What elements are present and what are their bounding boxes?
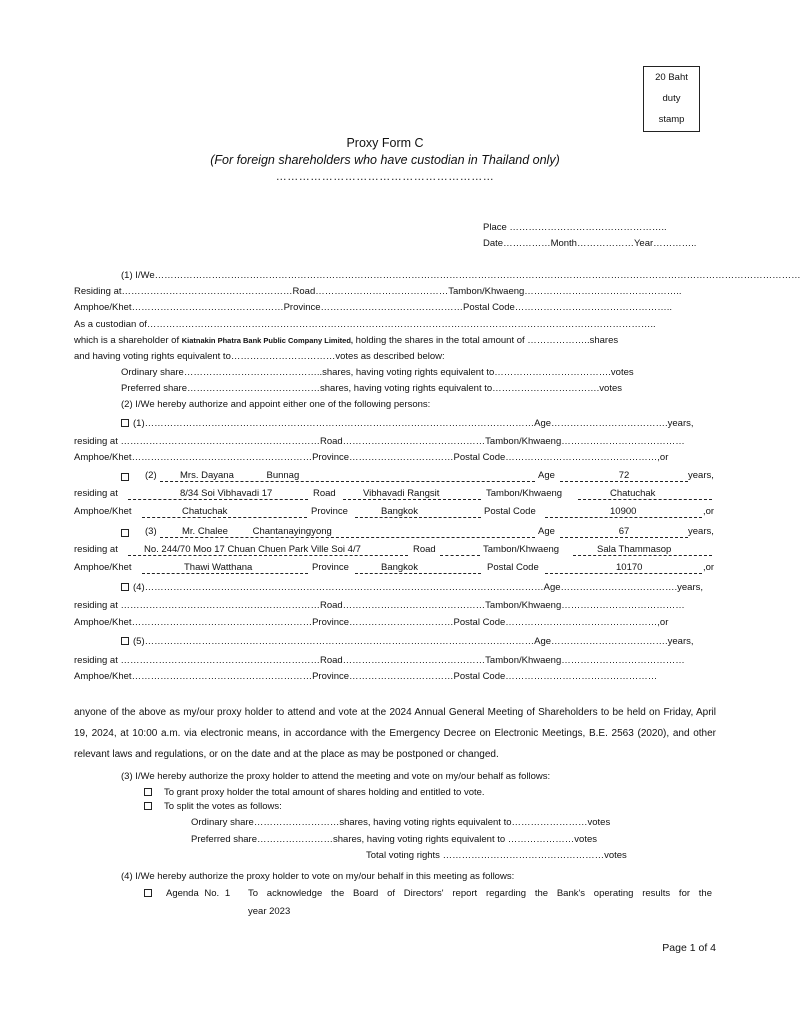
proxy-5-name-line[interactable] (121, 636, 716, 647)
stamp-line-1: 20 Baht (655, 72, 688, 83)
agenda-1-label: Agenda No. 1 (166, 888, 231, 899)
ordinary-share-line[interactable]: Ordinary share……………………………………..shares, having voting rights equivalent to……………………………….votes (121, 367, 634, 378)
proxy-3-years: years, (688, 526, 714, 537)
option-grant-all-label: To grant proxy holder the total amount of shares holding and entitled to vote. (164, 787, 485, 798)
proxy-1-name-line[interactable] (121, 418, 716, 429)
proxy-1-residing[interactable]: residing at ………………………………………………………Road………………………………………Tambon/Khwaeng………………………………… (74, 436, 685, 447)
proxy-1-amphoe[interactable]: Amphoe/Khet…………………………………………………Province……………………………Postal Code…………………………………………,or (74, 452, 669, 463)
proxy-2-age[interactable]: 72 (560, 470, 688, 482)
proxy-1-checkbox[interactable] (121, 419, 129, 427)
stamp-line-2: duty (662, 93, 681, 104)
section-3-heading: (3) I/We hereby authorize the proxy holder to attend the meeting and vote on my/our behalf as follows: (121, 771, 551, 782)
proxy-3-name-underline[interactable] (160, 526, 535, 538)
proxy-2-surname: Bunnag (266, 470, 300, 481)
proxy-3-age[interactable]: 67 (560, 526, 688, 538)
proxy-2-province[interactable]: Bangkok (355, 506, 481, 518)
section-2-heading: (2) I/We hereby authorize and appoint either one of the following persons: (121, 399, 431, 410)
option-grant-all[interactable] (144, 787, 485, 798)
shareholder-prefix: which is a shareholder of (74, 335, 182, 346)
proxy-2-checkbox[interactable] (121, 472, 133, 483)
option-split-votes[interactable] (144, 801, 282, 812)
proxy-4-residing[interactable]: residing at ………………………………………………………Road………………………………………Tambon/Khwaeng………………………………… (74, 600, 685, 611)
proxy-3-name: Mr. Chalee (182, 526, 228, 537)
proxy-2-or: ,or (703, 506, 715, 517)
proxy-4-text: (4)………………………………………………………………………………………………………………Age……………………………….years, (133, 582, 704, 593)
proxy-3-number: (3) (145, 526, 157, 537)
proxy-5-text: (5)……………………………………………………………………………………………………………Age……………………………….years, (133, 636, 694, 647)
duty-stamp-box (643, 66, 700, 132)
proxy-3-checkbox[interactable] (121, 528, 133, 539)
proxy-2-road[interactable]: Vibhavadi Rangsit (343, 488, 481, 500)
proxy-3-surname: Chantanayingyong (252, 526, 332, 537)
preferred-share-line[interactable]: Preferred share……………………………………shares, having voting rights equivalent to…………………………….votes (121, 383, 623, 394)
proxy-3-tambon[interactable]: Sala Thammasop (573, 544, 712, 556)
proxy-3-postal[interactable]: 10170 (545, 562, 702, 574)
date-field[interactable]: Date……………Month………………Year………….. (483, 238, 697, 249)
proxy-5-residing[interactable]: residing at ………………………………………………………Road………………………………………Tambon/Khwaeng………………………………… (74, 655, 685, 666)
proxy-3-address[interactable]: No. 244/70 Moo 17 Chuan Chuen Park Ville Soi 4/7 (128, 544, 408, 556)
proxy-2-road-label: Road (313, 488, 336, 499)
name-line[interactable]: (1) I/We…………………………………………………………………………………………………………………………………………………………………………………… (121, 270, 801, 281)
proxy-3-age-label: Age (538, 526, 555, 537)
proxy-3-road-label: Road (413, 544, 436, 555)
proxy-2-amphoe[interactable]: Chatuchak (142, 506, 307, 518)
bank-name: Kiatnakin Phatra Bank Public Company Limited, (181, 336, 354, 345)
split-ordinary-line[interactable]: Ordinary share………………………shares, having voting rights equivalent to……………………votes (191, 817, 611, 828)
option-grant-all-checkbox[interactable] (144, 788, 152, 796)
shareholder-line (74, 335, 716, 346)
proxy-2-tambon[interactable]: Chatuchak (578, 488, 712, 500)
agenda-1-text: To acknowledge the Board of Directors' report regarding the Bank's operating results for the (248, 888, 712, 899)
amphoe-line[interactable]: Amphoe/Khet…………………………………………Province………………………………………Postal Code………………………………………….. (74, 302, 673, 313)
residing-line[interactable]: Residing at………………………………………………Road……………………………………Tambon/Khwaeng………………………………………….. (74, 286, 682, 297)
agenda-1-text-cont: year 2023 (248, 906, 291, 917)
section-4-heading: (4) I/We hereby authorize the proxy holder to vote on my/our behalf in this meeting as follows: (121, 871, 515, 882)
proxy-5-amphoe[interactable]: Amphoe/Khet…………………………………………………Province……………………………Postal Code………………………………………… (74, 671, 658, 682)
proxy-4-checkbox[interactable] (121, 583, 129, 591)
proxy-3-postal-label: Postal Code (487, 562, 539, 573)
proxy-3-amphoe-label: Amphoe/Khet (74, 562, 132, 573)
option-split-votes-label: To split the votes as follows: (164, 801, 282, 812)
proxy-1-text: (1)……………………………………………………………………………………………………………Age……………………………….years, (133, 418, 694, 429)
proxy-5-checkbox[interactable] (121, 637, 129, 645)
voting-rights-line: and having voting rights equivalent to……………………………votes as described below: (74, 351, 445, 362)
option-split-votes-checkbox[interactable] (144, 802, 152, 810)
proxy-2-amphoe-label: Amphoe/Khet (74, 506, 132, 517)
shareholder-suffix: holding the shares in the total amount of ………………..shares (353, 335, 619, 346)
proxy-3-province-label: Province (312, 562, 349, 573)
proxy-2-address[interactable]: 8/34 Soi Vibhavadi 17 (128, 488, 308, 500)
page-number: Page 1 of 4 (662, 942, 716, 954)
proxy-2-number: (2) (145, 470, 157, 481)
place-field[interactable]: Place ………………………………………….. (483, 222, 667, 233)
custodian-line[interactable]: As a custodian of…………………………………………………………………………………………………………………………………………….. (74, 319, 656, 330)
proxy-2-postal-label: Postal Code (484, 506, 536, 517)
proxy-2-name-underline[interactable] (160, 470, 535, 482)
proxy-2-tambon-label: Tambon/Khwaeng (486, 488, 563, 499)
proxy-3-province[interactable]: Bangkok (355, 562, 481, 574)
proxy-2-years: years, (688, 470, 714, 481)
proxy-3-road[interactable] (440, 544, 480, 556)
proxy-4-name-line[interactable] (121, 582, 716, 593)
form-title: Proxy Form C (346, 136, 424, 150)
proxy-3-amphoe[interactable]: Thawi Watthana (142, 562, 308, 574)
proxy-2-age-label: Age (538, 470, 555, 481)
proxy-2-name: Mrs. Dayana (180, 470, 234, 481)
proxy-4-amphoe[interactable]: Amphoe/Khet…………………………………………………Province……………………………Postal Code…………………………………………,or (74, 617, 669, 628)
total-voting-rights-line[interactable]: Total voting rights ……………………………………………votes (366, 850, 627, 861)
agenda-1-checkbox[interactable] (144, 888, 156, 899)
form-subtitle: (For foreign shareholders who have custodian in Thailand only) (210, 153, 560, 167)
proxy-2-residing-label: residing at (74, 488, 118, 499)
proxy-2-province-label: Province (311, 506, 348, 517)
stamp-line-3: stamp (658, 114, 685, 125)
meeting-paragraph: anyone of the above as my/our proxy holder to attend and vote at the 2024 Annual General Meeting of Shareholders to be held on Friday, April 19, 2024, at 10:00 a.m. via electronic means, in accordance with the Emergency Decree on Electronic Meetings, B.E. 2563 (2020), and other relevant laws and regulations, or on the date and at the place as may be postponed or changed. (74, 707, 716, 760)
split-preferred-line[interactable]: Preferred share……………………shares, having voting rights equivalent to …………………votes (191, 834, 598, 845)
proxy-3-or: ,or (703, 562, 715, 573)
proxy-2-postal[interactable]: 10900 (545, 506, 702, 518)
proxy-3-tambon-label: Tambon/Khwaeng (483, 544, 560, 555)
title-dots: ………………………………………………… (275, 171, 495, 183)
proxy-3-residing-label: residing at (74, 544, 118, 555)
